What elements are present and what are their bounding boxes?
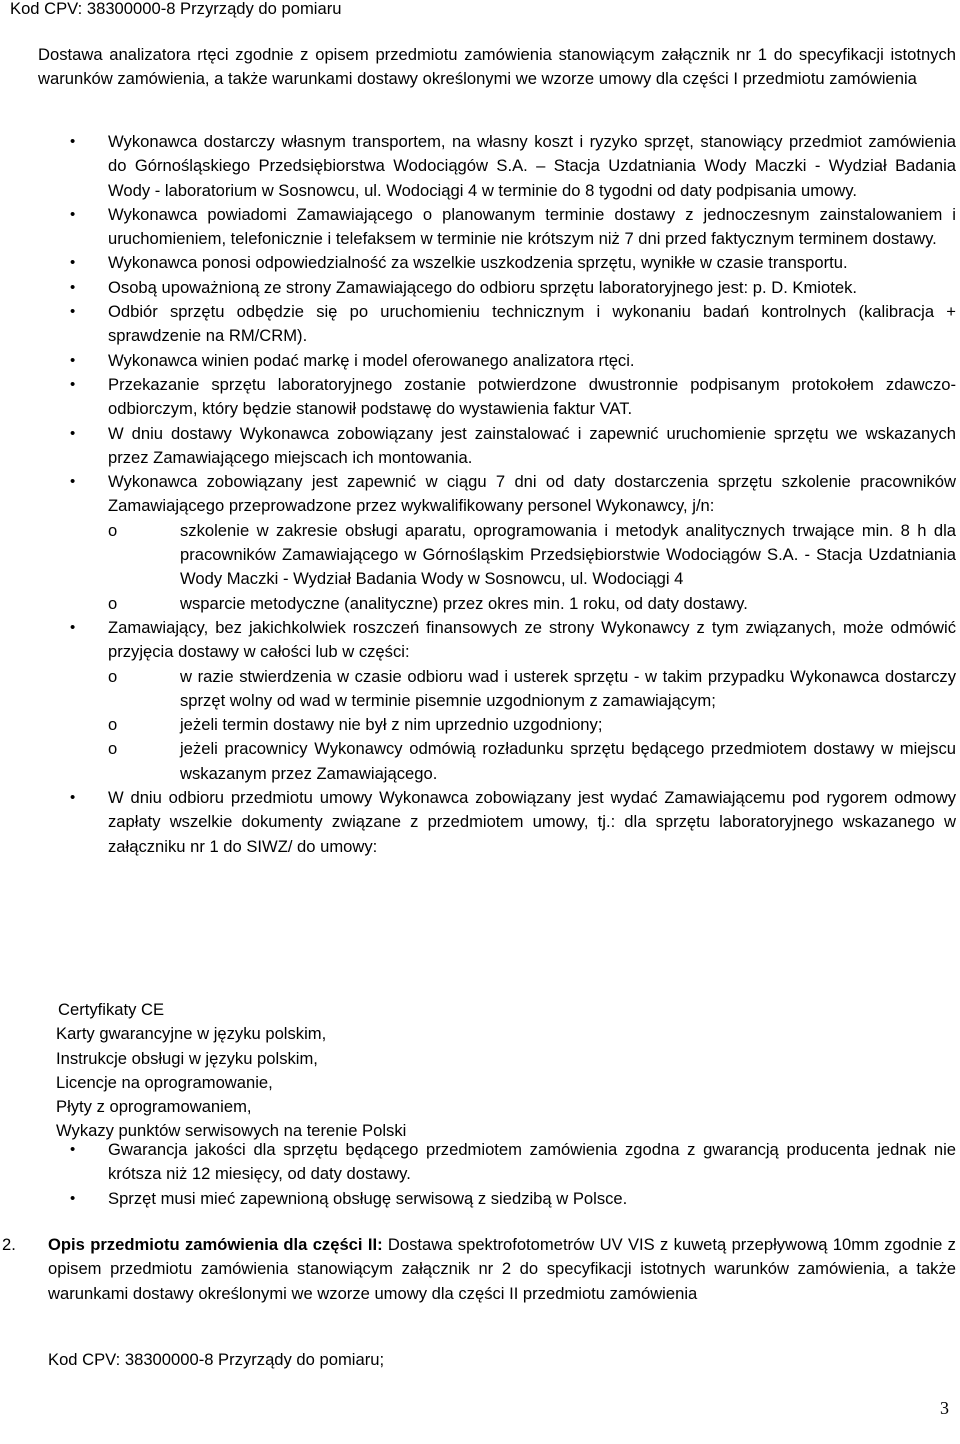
circle-bullet-icon: o [108, 593, 118, 613]
bullet-icon: • [70, 133, 76, 150]
document-entry: Płyty z oprogramowaniem, [56, 1097, 252, 1117]
sublist-item-text: wsparcie metodyczne (analityczne) przez okres min. 1 roku, od daty dostawy. [180, 593, 748, 613]
list-item-text: Gwarancja jakości dla sprzętu będącego przedmiotem zamówienia zgodna z gwarancją producenta jednak nie krótsza niż 12 miesięcy, od daty dostawy. [108, 1140, 956, 1184]
bullet-icon: • [70, 1189, 76, 1207]
sublist-item-text: w razie stwierdzenia w czasie odbioru wad i usterek sprzętu - w takim przypadku Wykonawca dostarczy sprzęt wolny od wad w terminie pisemnie uzgodnionym z zamawiającym; [180, 666, 956, 710]
list-item [38, 422, 956, 471]
list-item-text: W dniu dostawy Wykonawca zobowiązany jest zainstalować i zapewnić uruchomienie sprzętu we wskazanych przez Zamawiającego miejscach ich montowania. [108, 423, 956, 467]
circle-bullet-icon: o [108, 520, 118, 540]
circle-bullet-icon: o [108, 739, 118, 759]
list-item-text: Sprzęt musi mieć zapewnioną obsługę serwisową z siedzibą w Polsce. [108, 1188, 628, 1208]
list-item-text: Osobą upoważnioną ze strony Zamawiającego do odbioru sprzętu laboratoryjnego jest: p. D. Kmiotek. [108, 277, 857, 297]
list-item [38, 130, 956, 203]
requirements-list [38, 130, 956, 859]
list-item-text: Wykonawca ponosi odpowiedzialność za wszelkie uszkodzenia sprzętu, wynikłe w czasie transportu. [108, 253, 848, 273]
refusal-text: Zamawiający, bez jakichkolwiek roszczeń finansowych ze strony Wykonawcy z tym związanych, może odmówić przyjęcia dostawy w całości lub w części: [108, 617, 956, 662]
list-item-text: Odbiór sprzętu odbędzie się po uruchomieniu technicznym i wykonaniu badań kontrolnych (kalibracja + sprawdzenie na RM/CRM). [108, 302, 956, 346]
document-entry: Karty gwarancyjne w języku polskim, [56, 1024, 327, 1044]
document-entry: Certyfikaty CE [58, 1000, 165, 1019]
training-item [38, 470, 956, 616]
page-number: 3 [940, 1398, 949, 1418]
training-sublist [108, 519, 956, 616]
sublist-item [108, 713, 956, 737]
list-item [38, 300, 956, 349]
list-item [38, 373, 956, 422]
intro-paragraph: Dostawa analizatora rtęci zgodnie z opisem przedmiotu zamówienia stanowiącym załącznik nr 1 do specyfikacji istotnych warunków zamówienia, a także warunkami dostawy określonymi we wzorze umowy dla części I przedmiotu zamówienia [38, 45, 956, 89]
document-entry: Wykazy punktów serwisowych na terenie Polski [56, 1121, 407, 1141]
sublist-item-text: jeżeli termin dostawy nie był z nim uprzednio uzgodniony; [180, 715, 603, 735]
sublist-item [108, 665, 956, 714]
circle-bullet-icon: o [108, 715, 118, 735]
list-item [38, 251, 956, 275]
list-item-text: Wykonawca winien podać markę i model oferowanego analizatora rtęci. [108, 350, 635, 370]
bullet-icon: • [70, 1141, 76, 1158]
warranty-list [38, 1138, 956, 1211]
bullet-icon: • [70, 351, 76, 369]
list-item [38, 203, 956, 252]
cpv-header: Kod CPV: 38300000-8 Przyrządy do pomiaru [10, 0, 342, 18]
section-number: 2. [2, 1235, 16, 1254]
sublist-item-text: szkolenie w zakresie obsługi aparatu, oprogramowania i metodyk analitycznych trwające min. 8 h dla pracowników Zamawiającego w Górnośląskim Przedsiębiorstwie Wodociągów S.A. - Stacja Uzdatniania Wody Maczki - Wydział Badania Wody w Sosnowcu, ul. Wodociągi 4 [180, 520, 956, 589]
section-2-heading: Opis przedmiotu zamówienia dla części II: [48, 1235, 383, 1254]
bullet-icon: • [70, 424, 76, 442]
training-text: Wykonawca zobowiązany jest zapewnić w ciągu 7 dni od daty dostarczenia sprzętu szkolenie pracowników Zamawiającego przeprowadzone przez wykwalifikowany personel Wykonawcy, j/n: [108, 472, 956, 516]
bullet-icon: • [70, 375, 76, 393]
bullet-icon: • [70, 303, 76, 321]
list-item [38, 276, 956, 300]
sublist-item [108, 519, 956, 592]
bullet-icon: • [70, 789, 76, 807]
documents-text: W dniu odbioru przedmiotu umowy Wykonawca zobowiązany jest wydać Zamawiającemu pod rygorem odmowy zapłaty wszelkie dokumenty związane z przedmiotem umowy, tj.: dla sprzętu laboratoryjnego wskazanego w załączniku nr 1 do SIWZ/ do umowy: [108, 788, 956, 856]
section-2-text: Dostawa spektrofotometrów UV VIS z kuwetą przepływową 10mm zgodnie z opisem przedmiotu zamówienia stanowiącym załącznik nr 2 do specyfikacji istotnych warunków zamówienia, a także warunkami dostawy określonymi we wzorze umowy dla części II przedmiotu zamówienia [48, 1235, 956, 1303]
refusal-item [38, 616, 956, 786]
sublist-item [108, 592, 956, 616]
bullet-icon: • [70, 205, 76, 223]
list-item-text: Wykonawca powiadomi Zamawiającego o planowanym terminie dostawy z jednoczesnym zainstalowaniem i uruchomieniem, telefonicznie i telefaksem w terminie nie krótszym niż 7 dni przed faktycznym terminem dostawy. [108, 204, 956, 249]
documents-plain-list [56, 998, 406, 1144]
section-2-body [48, 1233, 956, 1306]
bullet-icon: • [70, 254, 76, 272]
document-entry: Licencje na oprogramowanie, [56, 1072, 273, 1092]
bullet-icon: • [70, 618, 76, 636]
list-item [38, 349, 956, 373]
cpv-footer: Kod CPV: 38300000-8 Przyrządy do pomiaru; [48, 1350, 385, 1369]
list-item-text: Wykonawca dostarczy własnym transportem, na własny koszt i ryzyko sprzęt, stanowiący przedmiot zamówienia do Górnośląskiego Przedsiębiorstwa Wodociągów S.A. – Stacja Uzdatniania Wody Maczki - Wydział Badania Wody - laboratorium w Sosnowcu, ul. Wodociągi 4 w terminie do 8 tygodni od daty podpisania umowy. [108, 132, 956, 200]
sublist-item-text: jeżeli pracownicy Wykonawcy odmówią rozładunku sprzętu będącego przedmiotem dostawy w miejscu wskazanym przez Zamawiającego. [180, 739, 956, 783]
list-item [38, 1187, 956, 1211]
bullet-icon: • [70, 278, 76, 296]
sublist-item [108, 737, 956, 786]
refusal-sublist [108, 665, 956, 786]
document-entry: Instrukcje obsługi w języku polskim, [56, 1048, 318, 1068]
bullet-icon: • [70, 473, 76, 491]
documents-item [38, 786, 956, 859]
circle-bullet-icon: o [108, 666, 118, 686]
list-item-text: Przekazanie sprzętu laboratoryjnego zostanie potwierdzone dwustronnie podpisanym protokołem zdawczo-odbiorczym, który będzie stanowił podstawę do wystawienia faktur VAT. [108, 374, 956, 419]
list-item [38, 1138, 956, 1187]
